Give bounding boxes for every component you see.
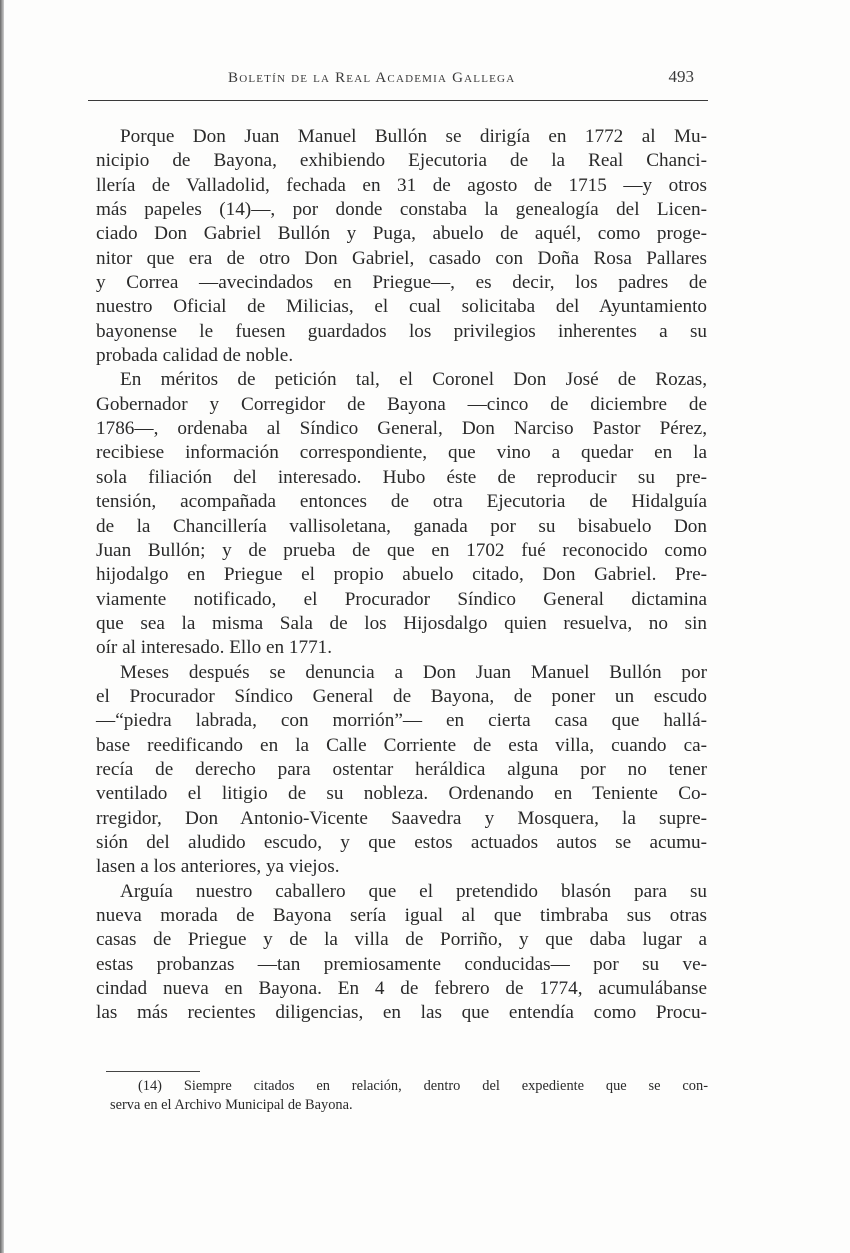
page-header <box>88 66 710 94</box>
text-line: oír al interesado. Ello en 1771. <box>96 637 333 659</box>
text-line: 1786—, ordenaba al Síndico General, Don Narciso Pastor Pérez, <box>96 418 707 440</box>
text-line: ciado Don Gabriel Bullón y Puga, abuelo de aquél, como proge- <box>96 223 707 245</box>
text-line: Arguía nuestro caballero que el pretendido blasón para su <box>120 880 707 902</box>
page-binding-edge <box>0 0 4 1253</box>
text-line: el Procurador Síndico General de Bayona, de poner un escudo <box>96 685 707 707</box>
running-title: Boletín de la Real Academia Gallega <box>228 70 516 86</box>
footnote-line: (14) Siempre citados en relación, dentro del expediente que se con- <box>138 1078 708 1094</box>
text-line: Porque Don Juan Manuel Bullón se dirigía en 1772 al Mu- <box>120 126 707 147</box>
text-line: Juan Bullón; y de prueba de que en 1702 fué reconocido como <box>96 539 707 561</box>
text-line: nicipio de Bayona, exhibiendo Ejecutoria de la Real Chanci- <box>96 150 707 172</box>
text-line: probada calidad de noble. <box>96 345 294 367</box>
text-line: base reedificando en la Calle Corriente de esta villa, cuando ca- <box>96 734 707 756</box>
text-line: que sea la misma Sala de los Hijosdalgo quien resuelva, no sin <box>96 612 707 634</box>
text-line: viamente notificado, el Procurador Síndico General dictamina <box>96 588 707 610</box>
text-line: cindad nueva en Bayona. En 4 de febrero de 1774, acumulábanse <box>96 978 707 1000</box>
text-line: nueva morada de Bayona sería igual al que timbraba sus otras <box>96 905 707 926</box>
text-line: rregidor, Don Antonio-Vicente Saavedra y Mosquera, la supre- <box>96 807 707 829</box>
text-line: sión del aludido escudo, y que estos actuados autos se acumu- <box>96 831 707 853</box>
text-line: bayonense le fuesen guardados los privilegios inherentes a su <box>96 320 707 342</box>
footnotes <box>110 1077 708 1115</box>
footnote-rule <box>106 1071 200 1072</box>
text-line: recía de derecho para ostentar heráldica alguna por no tener <box>96 758 707 780</box>
body-text <box>96 125 707 1026</box>
text-line: estas probanzas —tan premiosamente conducidas— por su ve- <box>96 953 707 975</box>
text-line: En méritos de petición tal, el Coronel Don José de Rozas, <box>120 369 707 391</box>
footnote-line: serva en el Archivo Municipal de Bayona. <box>110 1097 353 1113</box>
text-line: y Correa —avecindados en Priegue—, es decir, los padres de <box>96 272 707 294</box>
text-line: recibiese información correspondiente, que vino a quedar en la <box>96 442 707 464</box>
text-line: —“piedra labrada, con morrión”— en cierta casa que hallá- <box>96 710 707 732</box>
text-line: Meses después se denuncia a Don Juan Manuel Bullón por <box>120 661 707 683</box>
text-line: más papeles (14)—, por donde constaba la genealogía del Licen- <box>96 199 707 221</box>
text-line: ventilado el litigio de su nobleza. Ordenando en Teniente Co- <box>96 783 707 805</box>
text-line: sola filiación del interesado. Hubo éste de reproducir su pre- <box>96 466 707 488</box>
text-line: hijodalgo en Priegue el propio abuelo citado, Don Gabriel. Pre- <box>96 564 707 586</box>
text-line: tensión, acompañada entonces de otra Ejecutoria de Hidalguía <box>96 491 707 513</box>
text-line: nuestro Oficial de Milicias, el cual solicitaba del Ayuntamiento <box>96 296 707 318</box>
text-line: lasen a los anteriores, ya viejos. <box>96 856 340 878</box>
page-number: 493 <box>668 67 694 86</box>
text-line: casas de Priegue y de la villa de Porriño, y que daba lugar a <box>96 929 707 951</box>
header-rule <box>88 100 708 101</box>
text-line: de la Chancillería vallisoletana, ganada por su bisabuelo Don <box>96 515 707 537</box>
text-line: Gobernador y Corregidor de Bayona —cinco de diciembre de <box>96 393 707 415</box>
text-line: llería de Valladolid, fechada en 31 de agosto de 1715 —y otros <box>96 174 707 196</box>
text-line: las más recientes diligencias, en las que entendía como Procu- <box>96 1002 707 1024</box>
text-line: nitor que era de otro Don Gabriel, casado con Doña Rosa Pallares <box>96 247 707 269</box>
